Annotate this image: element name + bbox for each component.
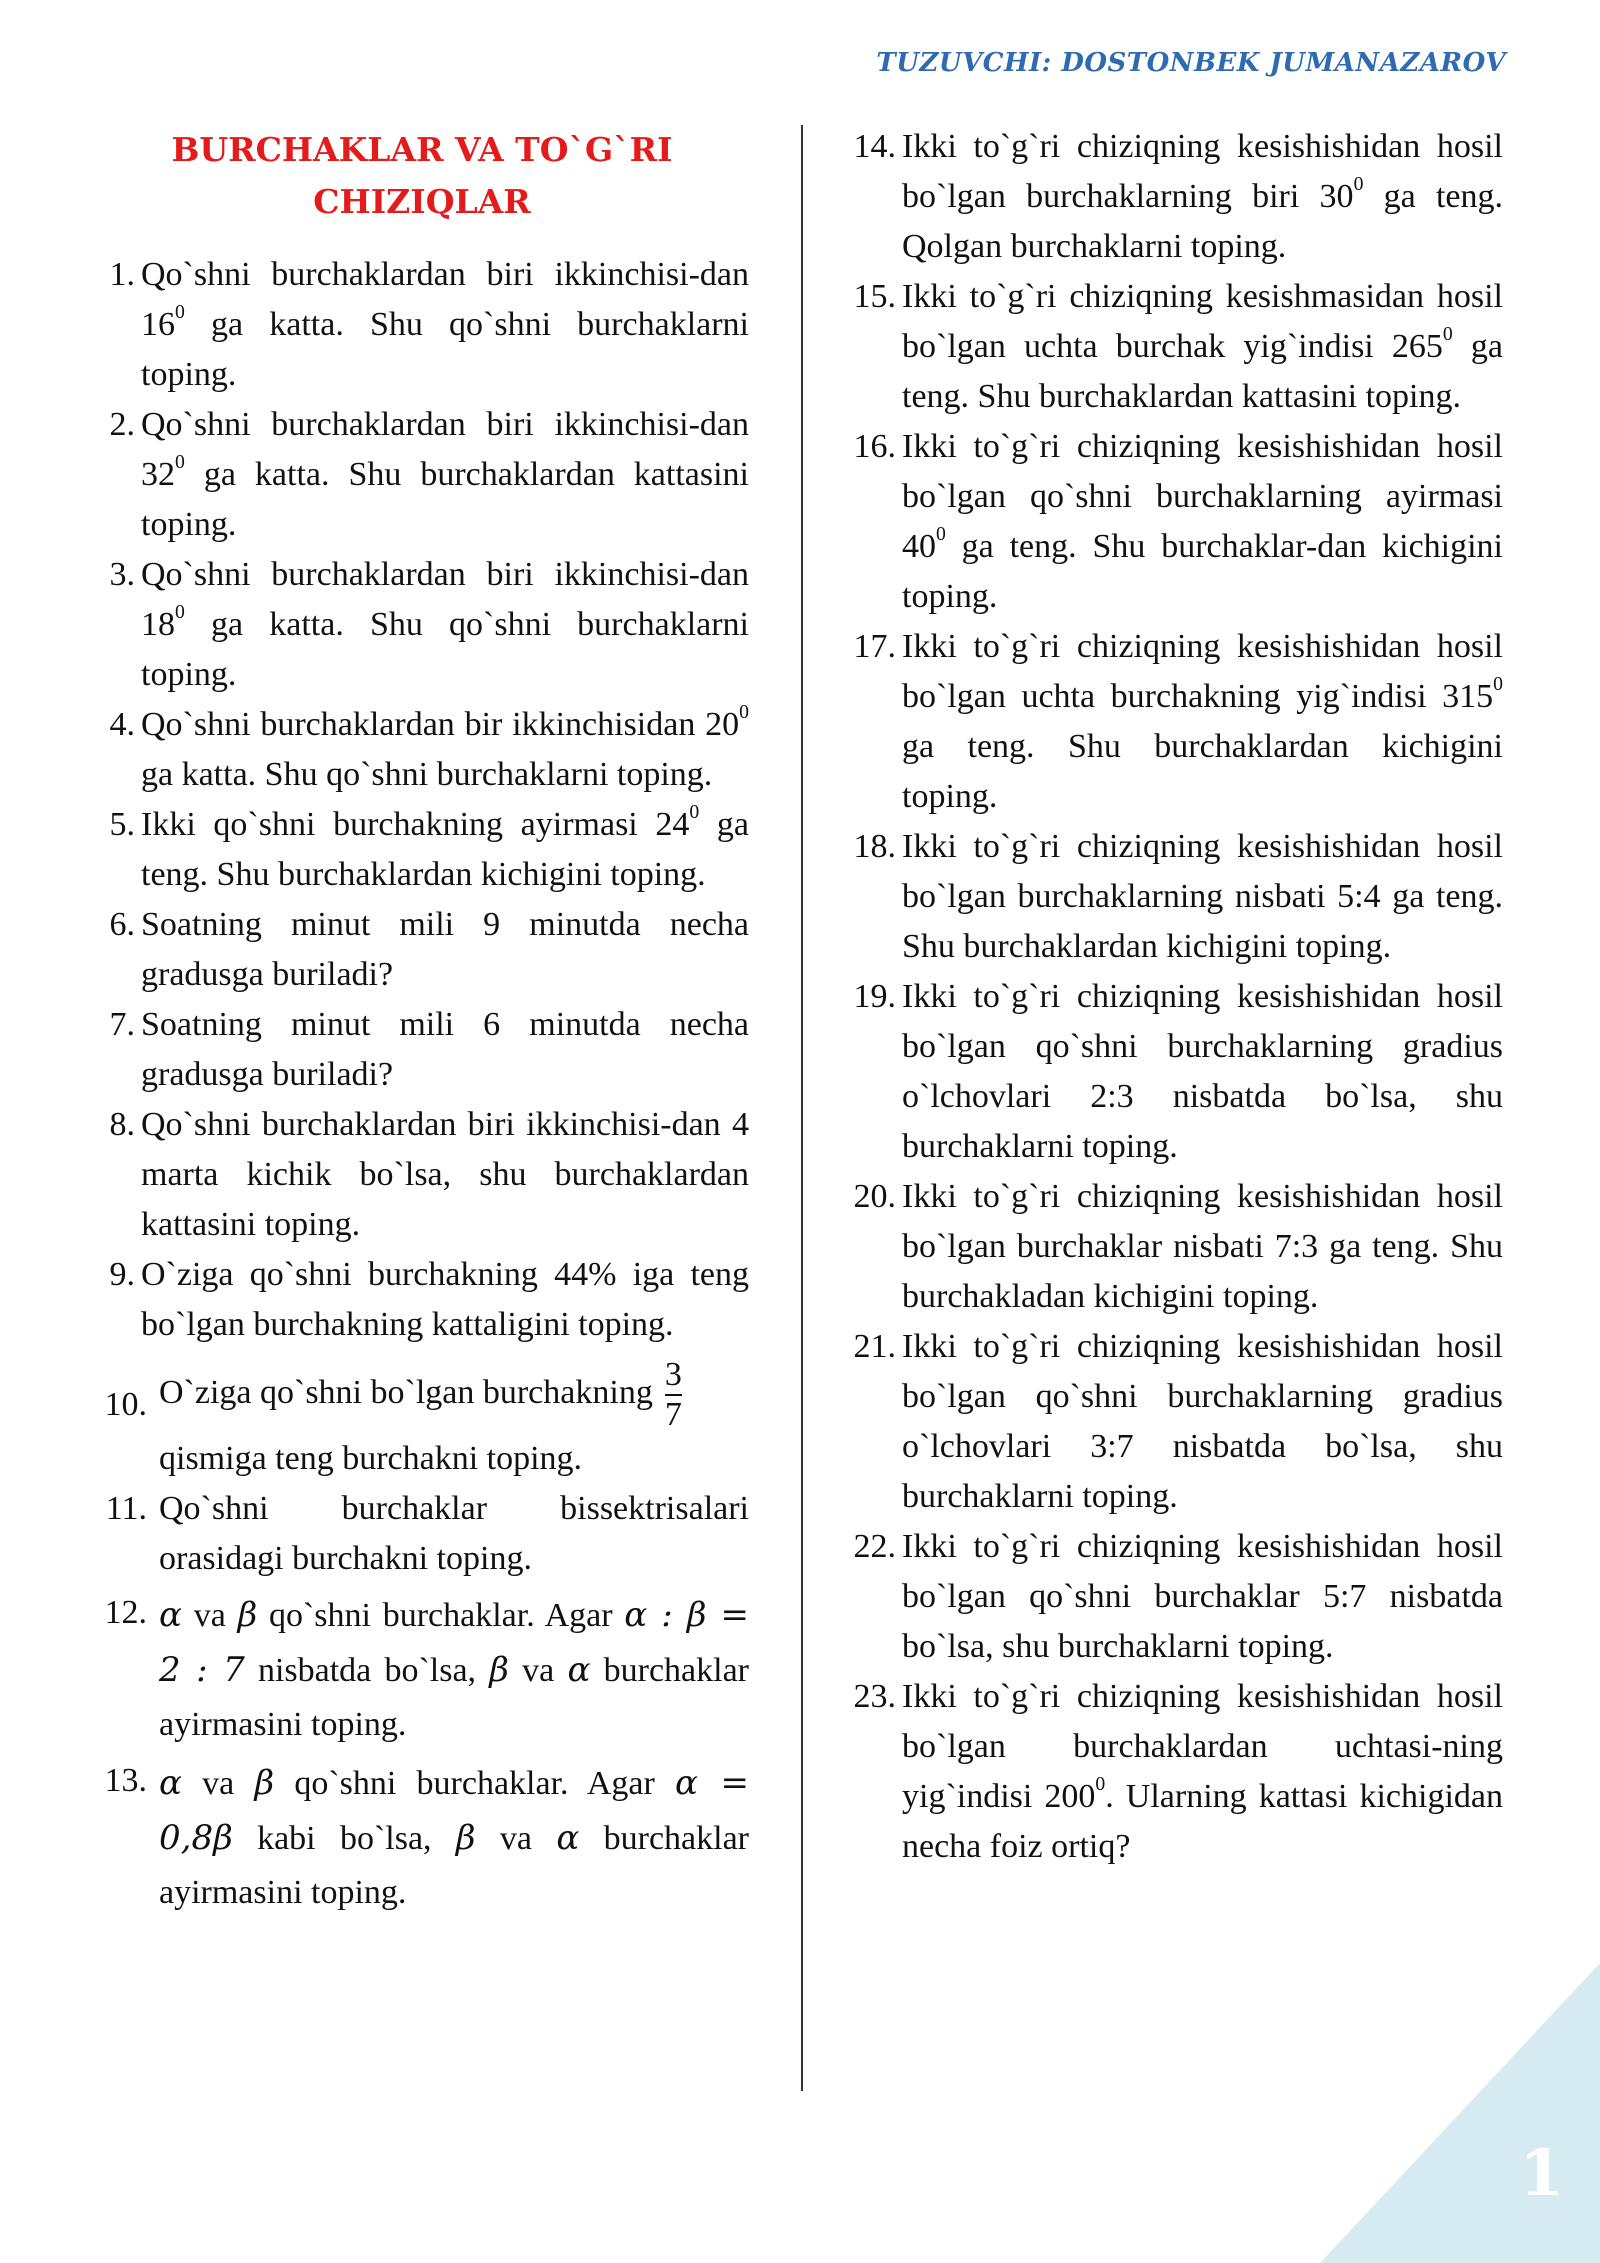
corner-triangle-icon	[1320, 1963, 1600, 2263]
right-problem-list	[843, 122, 1503, 1872]
problem-3	[95, 550, 749, 700]
problem-number: 8.	[109, 1106, 135, 1143]
problem-4	[95, 700, 749, 800]
problem-6	[95, 900, 749, 1000]
problem-17	[843, 622, 1503, 822]
problem-text: Qo`shni burchaklar bissektrisalari orasidagi burchakni toping.	[159, 1490, 749, 1577]
right-column	[843, 122, 1503, 1872]
fraction-3-7: $\frac{3}{7}$	[664, 1356, 682, 1433]
problem-text: Soatning minut mili 6 minutda necha gradusga buriladi?	[141, 1006, 749, 1093]
problem-14	[843, 122, 1503, 272]
problem-7	[95, 1000, 749, 1100]
problem-number: 13.	[104, 1762, 147, 1799]
problem-15	[843, 272, 1503, 422]
problem-10	[95, 1356, 749, 1484]
problem-16	[843, 422, 1503, 622]
problem-number: 21.	[853, 1328, 896, 1365]
left-column	[95, 122, 749, 1920]
problem-22	[843, 1522, 1503, 1672]
problem-number: 12.	[104, 1594, 147, 1631]
problem-13	[95, 1756, 749, 1920]
column-divider	[801, 125, 803, 2091]
problem-number: 6.	[109, 906, 135, 943]
problem-number: 4.	[109, 706, 135, 743]
problem-number: 7.	[109, 1006, 135, 1043]
problem-text: α va β qo`shni burchaklar. Agar α : β = 2 : 7 nisbatda bo`lsa, β va α burchaklar ayirmasini toping.	[159, 1595, 750, 1743]
problem-text: Ikki to`g`ri chiziqning kesishishidan hosil bo`lgan burchaklarning biri $30^0$ ga teng. Qolgan burchaklarni toping.	[902, 128, 1503, 265]
problem-number: 22.	[853, 1528, 896, 1565]
problem-5	[95, 800, 749, 900]
problem-number: 20.	[853, 1178, 896, 1215]
problem-number: 10.	[104, 1386, 147, 1423]
problem-11	[95, 1484, 749, 1584]
title-line-1: BURCHAKLAR VA TO`G`RI	[171, 130, 673, 169]
problem-12	[95, 1588, 749, 1752]
problem-20	[843, 1172, 1503, 1322]
problem-18	[843, 822, 1503, 972]
problem-text: Ikki to`g`ri chiziqning kesishishidan hosil bo`lgan qo`shni burchaklarning gradius o`lchovlari 3:7 nisbatda bo`lsa, shu burchaklarni toping.	[902, 1328, 1503, 1515]
problem-text: O`ziga qo`shni burchakning 44% iga teng bo`lgan burchakning kattaligini toping.	[141, 1256, 749, 1343]
problem-9	[95, 1250, 749, 1350]
author-header: TUZUVCHI: DOSTONBEK JUMANAZAROV	[876, 48, 1506, 78]
page-number: 1	[1519, 2136, 1564, 2211]
problem-8	[95, 1100, 749, 1250]
problem-text: Qo`shni burchaklardan biri ikkinchisi-dan $16^0$ ga katta. Shu qo`shni burchaklarni toping.	[141, 256, 749, 393]
problem-text: Ikki to`g`ri chiziqning kesishishidan hosil bo`lgan burchaklarning nisbati 5:4 ga teng. Shu burchaklardan kichigini toping.	[902, 828, 1503, 965]
problem-text: Qo`shni burchaklardan biri ikkinchisi-dan $32^0$ ga katta. Shu burchaklardan kattasini toping.	[141, 406, 749, 543]
problem-text: Ikki to`g`ri chiziqning kesishishidan hosil bo`lgan burchaklar nisbati 7:3 ga teng. Shu burchakladan kichigini toping.	[902, 1178, 1503, 1315]
problem-text: Qo`shni burchaklardan biri ikkinchisi-dan $18^0$ ga katta. Shu qo`shni burchaklarni toping.	[141, 556, 749, 693]
problem-text: Ikki to`g`ri chiziqning kesishishidan hosil bo`lgan qo`shni burchaklar 5:7 nisbatda bo`lsa, shu burchaklarni toping.	[902, 1528, 1503, 1665]
problem-text: Ikki to`g`ri chiziqning kesishishidan hosil bo`lgan burchaklardan uchtasi-ning yig`indisi $200^0$. Ularning kattasi kichigidan necha foiz ortiq?	[902, 1678, 1503, 1865]
problem-text: Ikki to`g`ri chiziqning kesishmasidan hosil bo`lgan uchta burchak yig`indisi $265^0$ ga teng. Shu burchaklardan kattasini toping.	[902, 278, 1503, 415]
problem-number: 5.	[109, 806, 135, 843]
problem-number: 11.	[105, 1490, 147, 1527]
problem-text: Qo`shni burchaklardan bir ikkinchisidan $20^0$ ga katta. Shu qo`shni burchaklarni toping.	[141, 701, 749, 793]
problem-number: 23.	[853, 1678, 896, 1715]
title-line-2: CHIZIQLAR	[313, 182, 531, 221]
problem-number: 14.	[853, 128, 896, 165]
problem-number: 2.	[109, 406, 135, 443]
problem-2	[95, 400, 749, 550]
problem-number: 1.	[109, 256, 135, 293]
problem-1	[95, 250, 749, 400]
problem-text: Ikki to`g`ri chiziqning kesishishidan hosil bo`lgan qo`shni burchaklarning gradius o`lchovlari 2:3 nisbatda bo`lsa, shu burchaklarni toping.	[902, 978, 1503, 1165]
problem-number: 19.	[853, 978, 896, 1015]
problem-text: Soatning minut mili 9 minutda necha gradusga buriladi?	[141, 906, 749, 993]
problem-text: α va β qo`shni burchaklar. Agar α = 0,8β kabi bo`lsa, β va α burchaklar ayirmasini toping.	[159, 1763, 750, 1911]
problem-21	[843, 1322, 1503, 1522]
problem-number: 18.	[853, 828, 896, 865]
problem-text: O`ziga qo`shni bo`lgan burchakning $\frac{3}{7}$ qismiga teng burchakni toping.	[159, 1356, 682, 1477]
page-title	[95, 122, 749, 228]
problem-number: 16.	[853, 428, 896, 465]
problem-number: 3.	[109, 556, 135, 593]
problem-text: Ikki to`g`ri chiziqning kesishishidan hosil bo`lgan uchta burchakning yig`indisi $315^0$ ga teng. Shu burchaklardan kichigini toping.	[902, 628, 1503, 815]
problem-number: 17.	[853, 628, 896, 665]
problem-number: 9.	[109, 1256, 135, 1293]
problem-text: Ikki to`g`ri chiziqning kesishishidan hosil bo`lgan qo`shni burchaklarning ayirmasi $40^0$ ga teng. Shu burchaklar-dan kichigini toping.	[902, 428, 1503, 615]
problem-text: Qo`shni burchaklardan biri ikkinchisi-dan 4 marta kichik bo`lsa, shu burchaklardan kattasini toping.	[141, 1106, 749, 1243]
problem-number: 15.	[853, 278, 896, 315]
problem-23	[843, 1672, 1503, 1872]
left-problem-list	[95, 250, 749, 1920]
problem-19	[843, 972, 1503, 1172]
problem-text: Ikki qo`shni burchakning ayirmasi $24^0$ ga teng. Shu burchaklardan kichigini toping.	[141, 801, 750, 893]
